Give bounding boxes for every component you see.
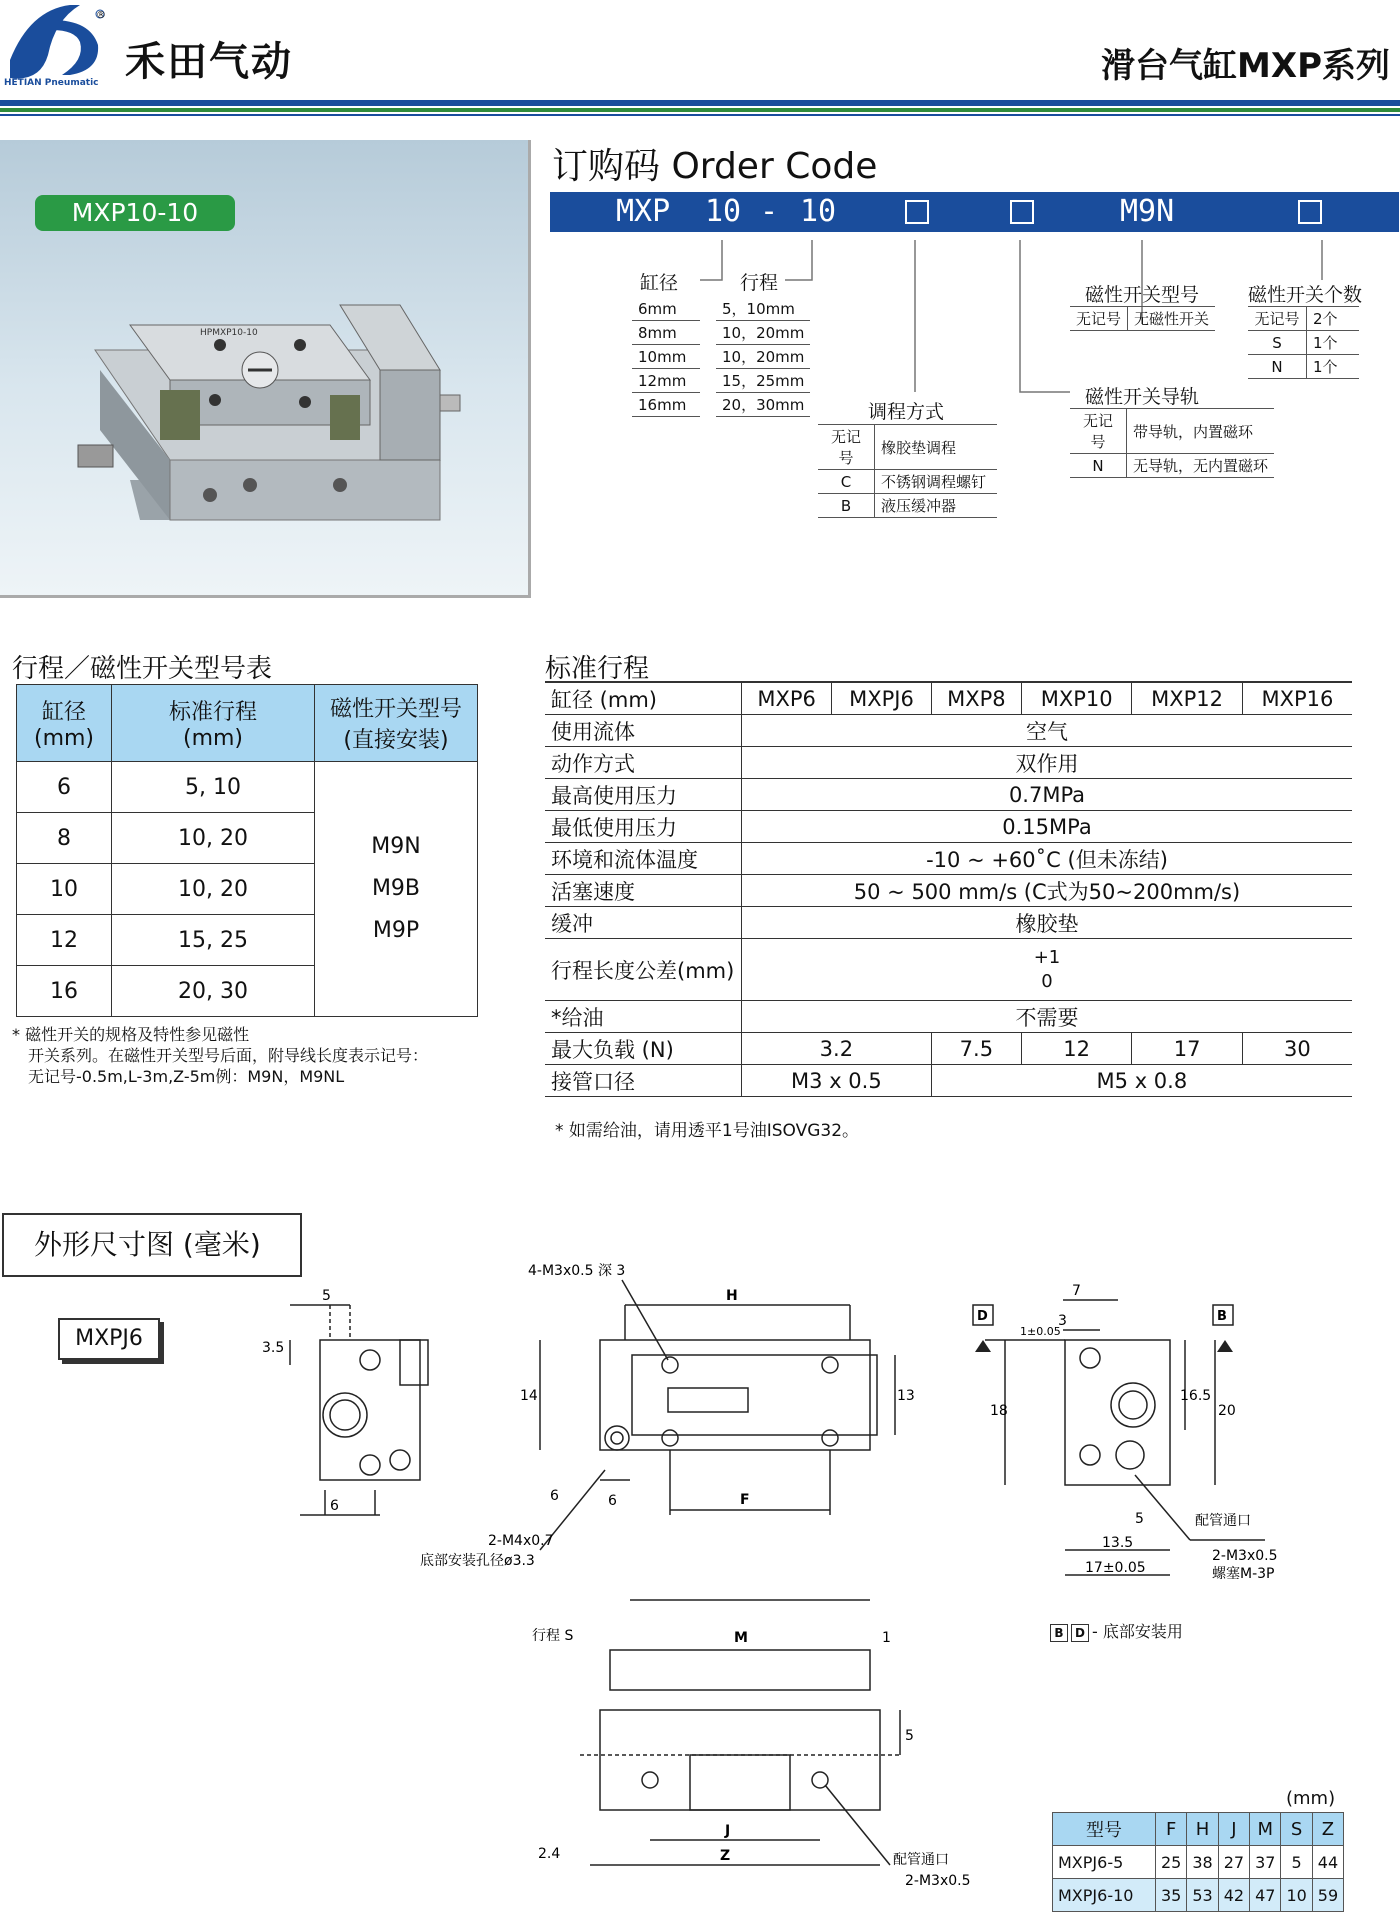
row-label: 接管口径 — [545, 1065, 742, 1097]
dim-label: M — [734, 1630, 748, 1646]
d-mark: D — [1071, 1624, 1089, 1642]
dim-label: 底部安装孔径ø3.3 — [420, 1553, 535, 1569]
dim-label: J — [725, 1823, 731, 1839]
switch-count-code: N — [1248, 355, 1307, 379]
adjust-row — [818, 494, 997, 518]
stroke-label: 行程 — [740, 272, 779, 294]
table-row — [545, 715, 1352, 747]
dim-cell: MXPJ6-5 — [1053, 1846, 1156, 1879]
note-line: 开关系列。在磁性开关型号后面，附导线长度表示记号： — [28, 1046, 429, 1065]
model-badge: MXP10-10 — [35, 195, 235, 231]
stroke-value: 5，10mm — [716, 297, 810, 321]
header-rule-green — [0, 108, 1400, 112]
guide-row — [1070, 454, 1274, 478]
table-row — [17, 762, 478, 813]
guide-code: N — [1070, 454, 1127, 478]
guide-title: 磁性开关导轨 — [1085, 386, 1200, 408]
adjust-title: 调程方式 — [868, 401, 945, 423]
guide-desc: 带导轨，内置磁环 — [1127, 409, 1275, 454]
row-label: 行程长度公差(mm) — [545, 939, 742, 1001]
bore-cell: 10 — [17, 864, 112, 915]
bore-stroke-row — [632, 345, 810, 369]
dim-header: F — [1156, 1813, 1187, 1846]
dim-cell: 47 — [1250, 1879, 1281, 1912]
dim-label: 18 — [990, 1403, 1008, 1419]
switch-count-row — [1248, 355, 1359, 379]
dim-label: 16.5 — [1180, 1388, 1212, 1404]
switch-count-desc: 1个 — [1307, 355, 1360, 379]
header-label: 缸径 (mm) — [545, 682, 742, 715]
row-label: 动作方式 — [545, 747, 742, 779]
dim-label: 5 — [322, 1288, 331, 1304]
bore-cell: 8 — [17, 813, 112, 864]
bore-value: 16mm — [632, 393, 700, 417]
row-label: 最大负载 (N) — [545, 1033, 742, 1065]
row-value: 50 ~ 500 mm/s (C式为50~200mm/s) — [742, 875, 1353, 907]
table-row — [545, 939, 1352, 1001]
switch-count-row — [1248, 331, 1359, 355]
dim-label: 6 — [608, 1493, 617, 1509]
row-label: 使用流体 — [545, 715, 742, 747]
dim-cell: MXPJ6-10 — [1053, 1879, 1156, 1912]
order-prefix: MXP — [616, 194, 671, 229]
adjust-row — [818, 425, 997, 470]
dim-label: 1 — [882, 1630, 891, 1646]
header-stroke: 标准行程 (mm) — [112, 685, 315, 762]
row-value: 0.7MPa — [742, 779, 1353, 811]
std-header-row — [545, 682, 1352, 715]
switch-model-desc: 无磁性开关 — [1128, 307, 1216, 331]
dim-header: J — [1218, 1813, 1249, 1846]
stroke-cell: 10, 20 — [112, 813, 315, 864]
stroke-value: 10，20mm — [716, 345, 810, 369]
dim-header-row — [1053, 1813, 1344, 1846]
table-row — [545, 811, 1352, 843]
logo-text: HETIAN Pneumatic — [4, 78, 99, 88]
row-value: +1 0 — [742, 939, 1353, 1001]
dim-label: 6 — [330, 1498, 339, 1514]
std-stroke-title: 标准行程 — [545, 654, 650, 684]
dim-label: 1±0.05 — [1020, 1325, 1061, 1338]
stroke-cell: 15, 25 — [112, 915, 315, 966]
bore-stroke-row — [632, 321, 810, 345]
table-row — [545, 907, 1352, 939]
load-value: 7.5 — [931, 1033, 1021, 1065]
dim-label: 2-M4x0.7 — [488, 1533, 554, 1549]
bore-value: 12mm — [632, 369, 700, 393]
dimensions-title: 外形尺寸图 (毫米) — [2, 1213, 302, 1277]
dim-label: 3.5 — [262, 1340, 285, 1356]
dim-unit: (mm) — [1286, 1788, 1336, 1809]
dim-label: 2-M3x0.5 — [905, 1873, 971, 1889]
note-line: 无记号-0.5m,L-3m,Z-5m例：M9N，M9NL — [28, 1067, 345, 1086]
guide-code-box — [1010, 200, 1034, 224]
dim-header: S — [1281, 1813, 1312, 1846]
stroke-cell: 5, 10 — [112, 762, 315, 813]
guide-desc: 无导轨，无内置磁环 — [1127, 454, 1275, 478]
dim-label: 13 — [897, 1388, 915, 1404]
dim-label: 4-M3x0.5 深 3 — [528, 1263, 626, 1279]
dim-label: 7 — [1072, 1283, 1081, 1299]
row-value: 双作用 — [742, 747, 1353, 779]
dim-cell: 44 — [1312, 1846, 1343, 1879]
table-row — [1053, 1879, 1344, 1912]
model-cell: MXP10 — [1021, 682, 1131, 715]
load-value: 30 — [1242, 1033, 1352, 1065]
dim-label: D — [977, 1309, 988, 1324]
adjust-code: 无记号 — [818, 425, 875, 470]
std-stroke-note: * 如需给油，请用透平1号油ISOVG32。 — [555, 1121, 860, 1141]
order-code-title: 订购码 Order Code — [552, 146, 878, 187]
order-dash: - — [760, 194, 779, 229]
header-rule — [0, 100, 1400, 106]
adjust-desc: 不锈钢调程螺钉 — [875, 470, 998, 494]
row-label: 环境和流体温度 — [545, 843, 742, 875]
dim-cell: 53 — [1187, 1879, 1218, 1912]
adjust-code: C — [818, 470, 875, 494]
row-label: 缓冲 — [545, 907, 742, 939]
switch-count-code: S — [1248, 331, 1307, 355]
registered-mark: ® — [96, 10, 106, 21]
switch-model-table — [1070, 306, 1215, 331]
stroke-value: 20，30mm — [716, 393, 810, 417]
dim-label: B — [1217, 1309, 1227, 1324]
bore-value: 8mm — [632, 321, 700, 345]
guide-row — [1070, 409, 1274, 454]
order-switch: M9N — [1120, 194, 1175, 229]
switch-count-row — [1248, 307, 1359, 331]
table-row — [545, 1001, 1352, 1033]
dim-cell: 59 — [1312, 1879, 1343, 1912]
dim-label: H — [726, 1288, 738, 1304]
row-value: 橡胶垫 — [742, 907, 1353, 939]
table-row — [545, 875, 1352, 907]
header-switch: 磁性开关型号 (直接安装) — [315, 685, 478, 762]
dim-label: 2-M3x0.5 — [1212, 1548, 1278, 1564]
dim-label: 3 — [1058, 1313, 1067, 1329]
order-bore: 10 — [705, 194, 742, 229]
switch-model-title: 磁性开关型号 — [1085, 284, 1200, 306]
header-rule-thin — [0, 114, 1400, 116]
dim-header: M — [1250, 1813, 1281, 1846]
dim-cell: 27 — [1218, 1846, 1249, 1879]
bore-stroke-table — [632, 297, 810, 417]
bore-label: 缸径 — [640, 272, 679, 294]
switch-count-table — [1248, 306, 1359, 379]
port-value: M5 x 0.8 — [931, 1065, 1352, 1097]
port-value: M3 x 0.5 — [742, 1065, 932, 1097]
table-row — [545, 747, 1352, 779]
dim-label: 行程 S — [532, 1628, 574, 1644]
table-row — [545, 779, 1352, 811]
dim-cell: 35 — [1156, 1879, 1187, 1912]
model-label: MXPJ6 — [58, 1318, 160, 1360]
b-mark: B — [1050, 1624, 1068, 1642]
dim-cell: 10 — [1281, 1879, 1312, 1912]
dim-label: 14 — [520, 1388, 538, 1404]
dim-label: 13.5 — [1102, 1535, 1134, 1551]
adjust-desc: 液压缓冲器 — [875, 494, 998, 518]
dim-label: 17±0.05 — [1085, 1560, 1146, 1576]
dim-label: Z — [720, 1848, 731, 1864]
dim-header: 型号 — [1053, 1813, 1156, 1846]
header-bore: 缸径 (mm) — [17, 685, 112, 762]
row-value: 0.15MPa — [742, 811, 1353, 843]
adjust-code-box — [905, 200, 929, 224]
row-label: *给油 — [545, 1001, 742, 1033]
switch-cell: M9N M9B M9P — [315, 762, 478, 1017]
count-code-box — [1298, 200, 1322, 224]
dim-label: 5 — [1135, 1511, 1144, 1527]
stroke-cell: 20, 30 — [112, 966, 315, 1017]
table-row — [1053, 1846, 1344, 1879]
switch-model-row — [1070, 307, 1215, 331]
bore-cell: 6 — [17, 762, 112, 813]
dim-label: 20 — [1218, 1403, 1236, 1419]
stroke-switch-table — [16, 684, 478, 1017]
table-row — [545, 843, 1352, 875]
model-cell: MXP16 — [1242, 682, 1352, 715]
switch-count-desc: 2个 — [1307, 307, 1360, 331]
bore-stroke-row — [632, 393, 810, 417]
std-stroke-table — [545, 681, 1352, 1097]
bore-stroke-row — [632, 369, 810, 393]
dim-label: 5 — [905, 1728, 914, 1744]
adjust-code: B — [818, 494, 875, 518]
dim-cell: 37 — [1250, 1846, 1281, 1879]
stroke-switch-header — [17, 685, 478, 762]
bore-stroke-row — [632, 297, 810, 321]
table-row — [545, 1033, 1352, 1065]
switch-count-title: 磁性开关个数 — [1248, 284, 1363, 306]
switch-model-code: 无记号 — [1070, 307, 1128, 331]
bore-value: 6mm — [632, 297, 700, 321]
switch-count-desc: 1个 — [1307, 331, 1360, 355]
dim-label: 2.4 — [538, 1846, 561, 1862]
row-label: 最高使用压力 — [545, 779, 742, 811]
load-value: 3.2 — [742, 1033, 932, 1065]
dim-cell: 5 — [1281, 1846, 1312, 1879]
dimension-drawings — [0, 1240, 1400, 1900]
stroke-cell: 10, 20 — [112, 864, 315, 915]
dim-label: 配管通口 — [893, 1852, 949, 1868]
dimension-table — [1052, 1812, 1344, 1912]
bore-cell: 12 — [17, 915, 112, 966]
brand-name: 禾田气动 — [125, 39, 293, 85]
stroke-value: 10，20mm — [716, 321, 810, 345]
row-value: -10 ~ +60˚C (但未冻结) — [742, 843, 1353, 875]
dim-cell: 38 — [1187, 1846, 1218, 1879]
table-row — [545, 1065, 1352, 1097]
dim-label: F — [740, 1492, 750, 1508]
model-cell: MXP12 — [1132, 682, 1242, 715]
guide-code: 无记号 — [1070, 409, 1127, 454]
stroke-value: 15，25mm — [716, 369, 810, 393]
row-label: 活塞速度 — [545, 875, 742, 907]
model-cell: MXP8 — [931, 682, 1021, 715]
dim-label: 配管通口 — [1195, 1513, 1251, 1529]
dim-cell: 25 — [1156, 1846, 1187, 1879]
bore-value: 10mm — [632, 345, 700, 369]
row-label: 最低使用压力 — [545, 811, 742, 843]
bd-note-text: - 底部安装用 — [1092, 1622, 1183, 1641]
dim-header: H — [1187, 1813, 1218, 1846]
adjust-row — [818, 470, 997, 494]
load-value: 12 — [1021, 1033, 1131, 1065]
bore-cell: 16 — [17, 966, 112, 1017]
guide-table — [1070, 408, 1274, 478]
dim-cell: 42 — [1218, 1879, 1249, 1912]
bottom-mount-note — [1050, 1619, 1183, 1642]
dim-label: 螺塞M-3P — [1212, 1566, 1275, 1582]
dim-header: Z — [1312, 1813, 1343, 1846]
row-value: 空气 — [742, 715, 1353, 747]
load-value: 17 — [1132, 1033, 1242, 1065]
switch-count-code: 无记号 — [1248, 307, 1307, 331]
stroke-switch-title: 行程／磁性开关型号表 — [12, 654, 273, 684]
adjust-desc: 橡胶垫调程 — [875, 425, 998, 470]
dim-label: 6 — [550, 1488, 559, 1504]
model-cell: MXPJ6 — [832, 682, 932, 715]
svg-text:HPMXP10-10: HPMXP10-10 — [200, 328, 258, 338]
model-cell: MXP6 — [742, 682, 832, 715]
stroke-switch-note — [12, 1024, 492, 1087]
order-stroke: 10 — [800, 194, 837, 229]
order-code-bar — [550, 192, 1399, 232]
note-line: * 磁性开关的规格及特性参见磁性 — [12, 1025, 250, 1044]
row-value: 不需要 — [742, 1001, 1353, 1033]
series-title: 滑台气缸MXP系列 — [1101, 46, 1390, 86]
adjust-table — [818, 424, 997, 518]
